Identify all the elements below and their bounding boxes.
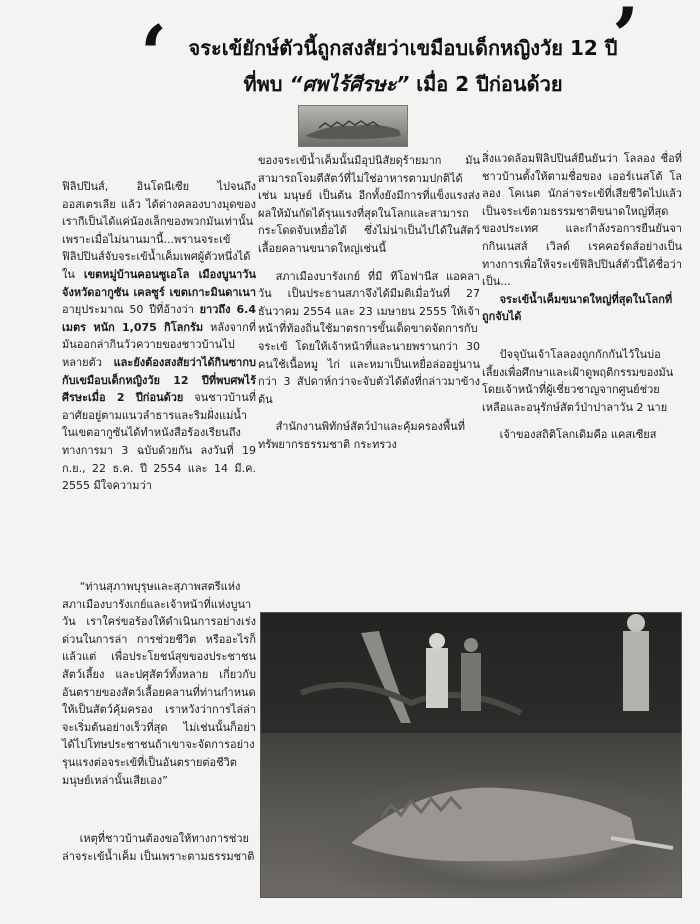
column-1-text-a: ฟิลิปปินส์, อินโดนีเซีย ไปจนถึงออสเตรเลีย แล้ว ได้ต่างคลองบางมุดของเรากีเป็นได้แค่น้องเล็กของพวกมันเท่านั้น เพราะเมื่อไม่นานมานี้...พรานจระเข้ฟิลิปปินส์จับจระเข้น้ำเค็มเพศผู้ตัวหนึ่งได้ใน <box>62 180 256 281</box>
headline-emphasis: “ศพไร้ศีรษะ” <box>289 72 410 96</box>
headline-line-2 <box>178 66 628 102</box>
article-column-2 <box>258 152 480 454</box>
headline <box>178 30 628 102</box>
closing-quote-mark: ’ <box>612 0 640 82</box>
column-3-paragraph-3: ปัจจุบันเจ้าโลลองถูกกักกันไว้ในบ่อเลี้ยงเพื่อศึกษาและเฝ้าดูพฤติกรรมของมัน โดยเจ้าหน้าที่ผู้เชี่ยวชาญจากศูนย์ช่วยเหลือและอนุรักษ์สัตว์ป่าปาลาวัน 2 นาย <box>482 347 674 414</box>
column-1-text-e: จนชาวบ้านที่อาศัยอยู่ตามแนวลำธารและริมฝั่งแม่น้ำในเขตอากูซันได้ทำหนังสือร้องเรียนถึงทางการมา 3 ฉบับด้วยกัน ลงวันที่ 19 ก.ย., 22 ธ.ค. ปี 2554 และ 14 มี.ค. 2555 มีใจความว่า <box>62 391 256 493</box>
article-column-1-quote <box>62 578 256 789</box>
header-crocodile-photo <box>298 105 408 147</box>
headline-line-1: จระเข้ยักษ์ตัวนี้ถูกสงสัยว่าเขมือบเด็กหญิงวัย 12 ปี <box>188 36 618 60</box>
column-2-paragraph-3: สำนักงานพิทักษ์สัตว์ป่าและคุ้มครองพื้นที่ทรัพยากรธรรมชาติ กระทรวง <box>258 420 465 451</box>
column-1-bold-suspicion: และยังต้องสงสัยว่าได้กินซากบกับเขมือบเด็กหญิงวัย 12 ปีที่พบศพไร้ศีรษะเมื่อ 2 ปีก่อนด้วย <box>62 355 256 405</box>
column-3-paragraph-4: เจ้าของสถิติโลกเดิมคือ แคสเซียส <box>499 428 657 442</box>
column-1-text-c: อายุประมาณ 50 ปีที่อ้างว่า <box>62 303 200 317</box>
crocodile-silhouette <box>299 106 407 146</box>
column-3-bold-claim: จระเข้น้ำเค็มขนาดใหญ่ที่สุดในโลกที่ถูกจับได้ <box>482 292 673 324</box>
article-column-1-end <box>62 830 256 865</box>
column-2-paragraph-1: ของจระเข้น้ำเค็มนั้นมีอุปนิสัยดุร้ายมาก มันสามารถโจมตีสัตว์ที่ไม่ใช่อาหารตามปกติได้ เช่น มนุษย์ เป็นต้น อีกทั้งยังมีการที่แข็งแรงส่งผลให้มันกัดได้รุนแรงที่สุดในโลกและสามารถกระโดดจับเหยื่อได้ ซึ่งไม่น่าเป็นไปได้ในสัตว์เลื้อยคลานขนาดใหญ่เช่นนี้ <box>258 154 480 255</box>
opening-quote-mark: ‘ <box>140 9 168 100</box>
headline-line-2-end: เมื่อ 2 ปีก่อนด้วย <box>409 72 563 96</box>
column-1-bold-location: เขตหมู่บ้านคอนซูเอโล เมืองบูนาวัน จังหวัดอากูซัน เคลซูร์ เขตเกาะมินดาเนา <box>62 267 256 299</box>
headline-line-2-start: ที่พบ <box>243 72 290 96</box>
column-3-paragraph-1: สิ่งแวดล้อมฟิลิปปินส์ยืนยันว่า โลลอง ชื่อที่ชาวบ้านตั้งให้ตามชื่อของ เออร์เนสโต้ โลลอง โคเนต นักล่าจระเข้ที่เสียชีวิตไปแล้วเป็นจระเข้ตามธรรมชาติขนาดใหญ่ที่สุดของประเทศ และกำลังรอการยืนยันจากกินเนสส์ เวิลด์ เรคคอร์ดส์อย่างเป็นทางการเพื่อให้จระเข้ฟิลิปปินส์ตัวนี้ได้ชื่อว่าเป็น... <box>482 152 682 289</box>
crocodile-capture-photo <box>260 612 682 898</box>
column-1-paragraph-3: เหตุที่ชาวบ้านต้องขอให้ทางการช่วยล่าจระเข้น้ำเค็ม เป็นเพราะตามธรรมชาติ <box>62 832 255 863</box>
article-column-1 <box>62 178 256 495</box>
column-2-paragraph-2: สภาเมืองบารังเกย์ ที่มี ทีโอฟานีส แอคลาวัน เป็นประธานสภาจึงได้มีมติเมื่อวันที่ 27 ธันวาคม 2554 และ 23 เมษายน 2555 ให้เจ้าหน้าที่ท้องถิ่นใช้มาตรการขั้นเด็ดขาดจัดการกับจระเข้ โดยให้เจ้าหน้าที่และนายพรานกว่า 30 คนใช้เนื้อหมู ไก่ และหมาเป็นเหยื่อล่ออยู่นานกว่า 3 สัปดาห์กว่าจะจับตัวได้ดังที่กล่าวมาข้างต้น <box>258 269 480 406</box>
column-1-text-d: หลังจากที่มันออกล่ากินวัวควายของชาวบ้านไปหลายตัว <box>62 320 256 369</box>
capture-scene <box>261 613 681 897</box>
column-1-paragraph-1 <box>62 178 256 495</box>
column-1-petition-quote: “ท่านสุภาพบุรุษและสุภาพสตรีแห่งสภาเมืองบารังเกย์และเจ้าหน้าที่แห่งบูนาวัน เราใคร่ขอร้องให้ดำเนินการอย่างเร่งด่วนในการล่า การช่วยชีวิต หรืออะไรก็แล้วแต่ เพื่อประโยชน์สุขของประชาชน สัตว์เลี้ยง และปศุสัตว์ทั้งหลาย เกี่ยวกับอันตรายของสัตว์เลื้อยคลานที่ท่านกำหนดให้เป็นสัตว์คุ้มครอง เราหวังว่าการไล่ล่าจะเริ่มต้นอย่างเร็วที่สุด ไม่เช่นนั้นก็อย่าได้ไปโทษประชาชนถ้าเขาจะจัดการอย่างรุนแรงต่อจระเข้ที่เป็นอันตรายต่อชีวิตมนุษย์เหล่านั้นเสียเอง” <box>62 580 256 787</box>
article-column-3 <box>482 150 682 444</box>
column-1-bold-size: ยาวถึง 6.4 เมตร หนัก 1,075 กิโลกรัม <box>62 303 256 334</box>
